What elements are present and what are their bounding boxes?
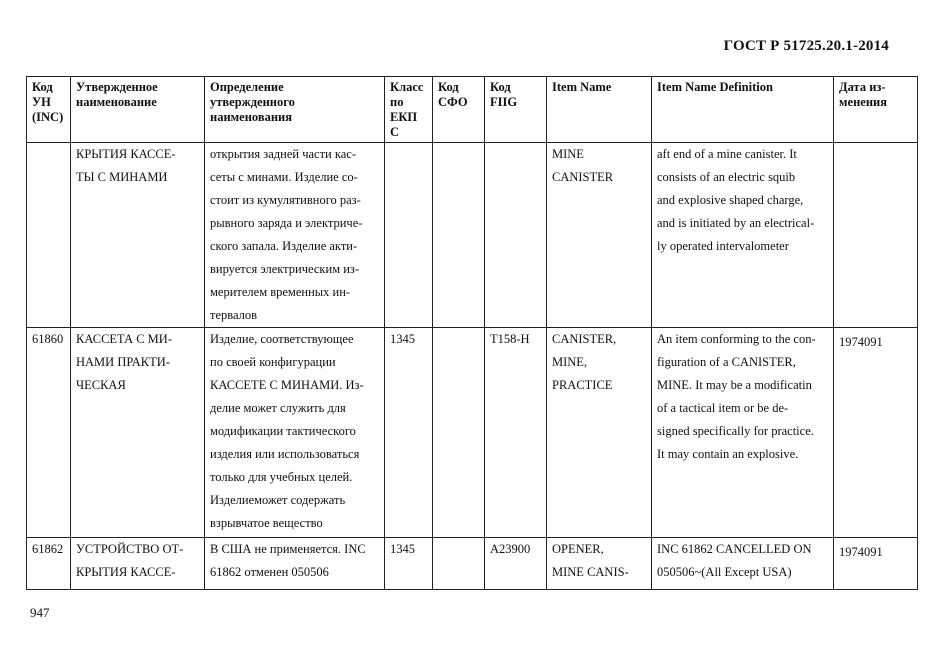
table-row	[27, 538, 918, 590]
col-header-class: Класс по ЕКП С	[385, 77, 433, 143]
cell-class: 1345	[385, 328, 433, 538]
cell-date: 1974091	[834, 328, 918, 538]
cell-sfo	[433, 328, 485, 538]
cell-item-definition: INC 61862 CANCELLED ON 050506~(All Except USA)	[652, 538, 834, 590]
col-header-item-definition: Item Name Definition	[652, 77, 834, 143]
cell-approved-name: КРЫТИЯ КАССЕ- ТЫ С МИНАМИ	[71, 143, 205, 328]
cell-fiig: T158-H	[485, 328, 547, 538]
col-header-date: Дата из- менения	[834, 77, 918, 143]
cell-approved-name: КАССЕТА С МИ- НАМИ ПРАКТИ- ЧЕСКАЯ	[71, 328, 205, 538]
cell-item-name: CANISTER, MINE, PRACTICE	[547, 328, 652, 538]
col-header-definition: Определение утвержденного наименования	[205, 77, 385, 143]
cell-class	[385, 143, 433, 328]
cell-definition: Изделие, соответствующее по своей конфигурации КАССЕТЕ С МИНАМИ. Из- делие может служить для модификации тактического изделия или использоваться только для учебных целей. Изделиеможет содержать взрывчатое вещество	[205, 328, 385, 538]
cell-date	[834, 143, 918, 328]
cell-item-name: MINE CANISTER	[547, 143, 652, 328]
table-row	[27, 328, 918, 538]
cell-inc	[27, 143, 71, 328]
cell-date: 1974091	[834, 538, 918, 590]
cell-item-definition: An item conforming to the con- figuration of a CANISTER, MINE. It may be a modificatin of a tactical item or be de- signed specifically for practice. It may contain an explosive.	[652, 328, 834, 538]
col-header-inc: Код УН (INC)	[27, 77, 71, 143]
cell-approved-name: УСТРОЙСТВО ОТ- КРЫТИЯ КАССЕ-	[71, 538, 205, 590]
col-header-fiig: Код FIIG	[485, 77, 547, 143]
cell-fiig: A23900	[485, 538, 547, 590]
cell-definition: В США не применяется. INC 61862 отменен 050506	[205, 538, 385, 590]
page-number: 947	[30, 605, 50, 620]
cell-sfo	[433, 143, 485, 328]
cell-item-definition: aft end of a mine canister. It consists of an electric squib and explosive shaped charge, and is initiated by an electrical- ly operated intervalometer	[652, 143, 834, 328]
col-header-sfo: Код СФО	[433, 77, 485, 143]
cell-inc: 61860	[27, 328, 71, 538]
cell-fiig	[485, 143, 547, 328]
cell-inc: 61862	[27, 538, 71, 590]
col-header-item-name: Item Name	[547, 77, 652, 143]
cell-class: 1345	[385, 538, 433, 590]
document-code: ГОСТ Р 51725.20.1-2014	[723, 38, 889, 54]
cell-definition: открытия задней части кас- сеты с минами. Изделие со- стоит из кумулятивного раз- рывного заряда и электриче- ского запала. Изделие акти- вируется электрическим из- мерителем временных ин- тервалов	[205, 143, 385, 328]
col-header-approved-name: Утвержденное наименование	[71, 77, 205, 143]
cell-sfo	[433, 538, 485, 590]
table-header-row	[27, 77, 918, 143]
table-row	[27, 143, 918, 328]
cell-item-name: OPENER, MINE CANIS-	[547, 538, 652, 590]
classification-table	[26, 76, 918, 590]
